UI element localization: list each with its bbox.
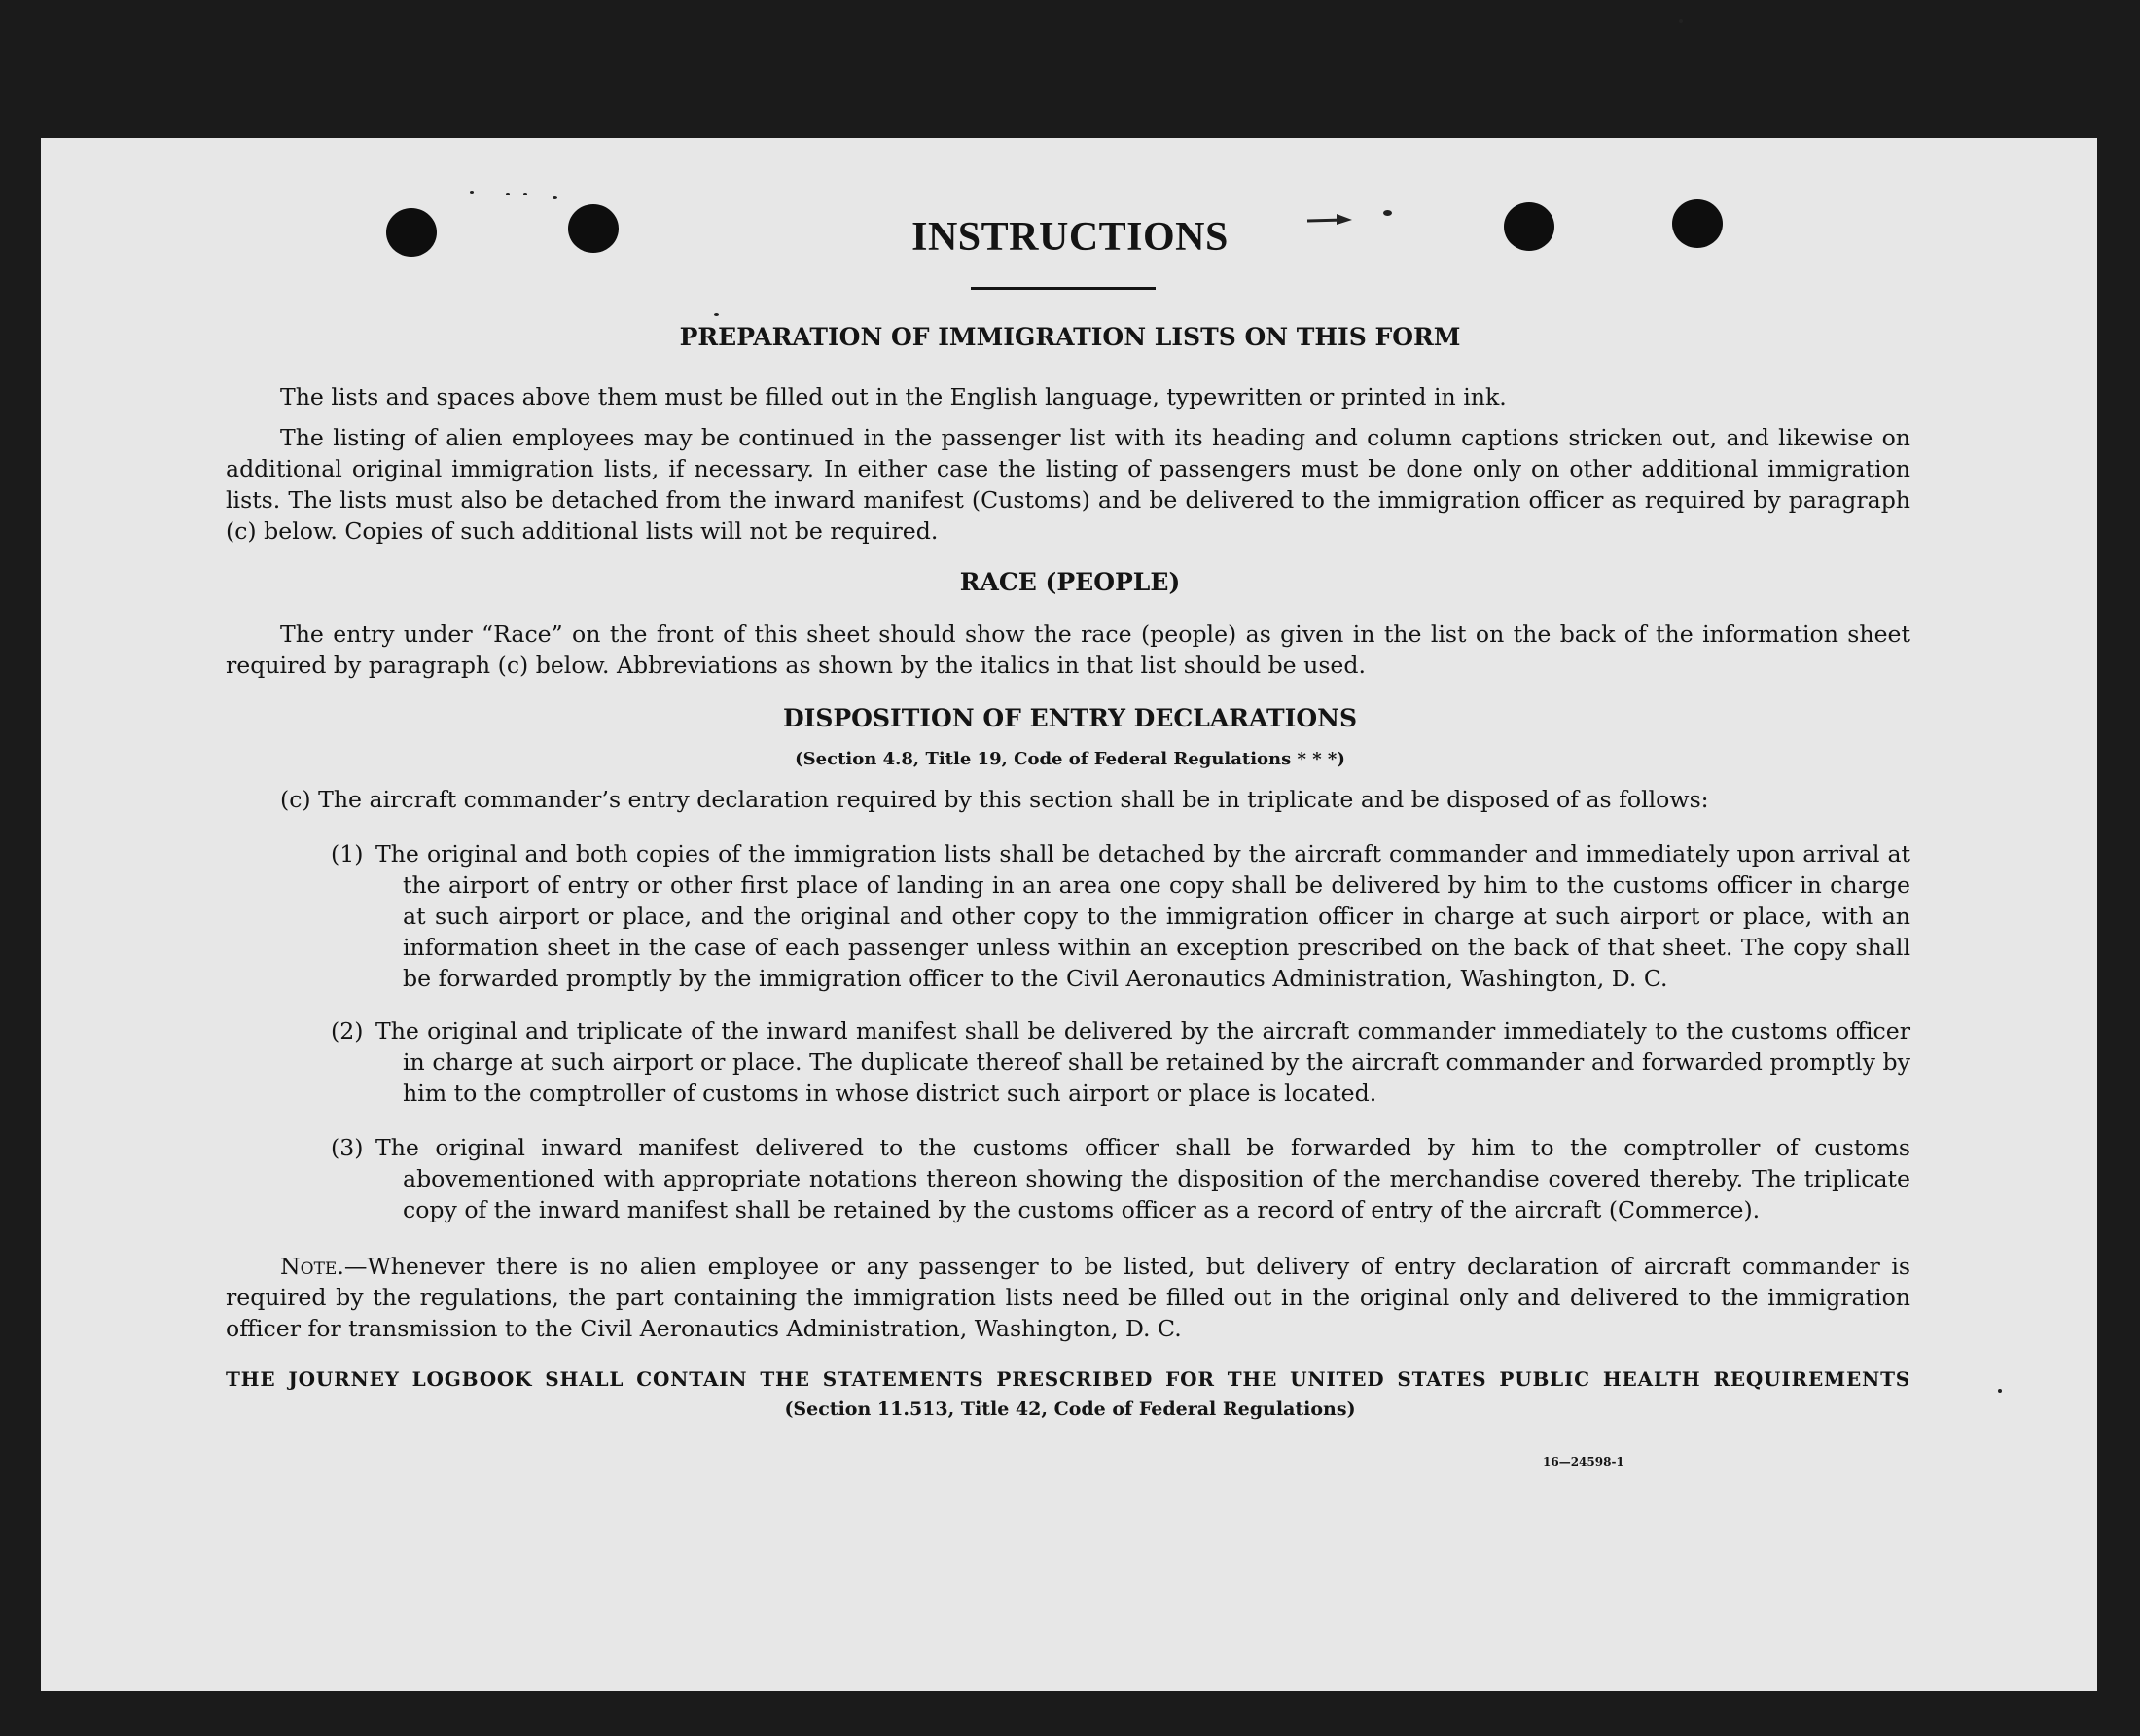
item-number: (2): [331, 1017, 364, 1045]
paragraph-preparation-1: The lists and spaces above them must be filled out in the English language, typewritten or printed in ink.: [280, 383, 1507, 410]
note-text: —Whenever there is no alien employee or any passenger to be listed, but delivery of entry declaration of aircraft commander is required by the regulations, the part containing the immigration lists need be filled out in the original only and delivered to the immigration officer for transmission to the Civil Aeronautics Administration, Washington, D. C.: [226, 1253, 1910, 1342]
ink-speck: [1679, 19, 1683, 23]
title-underline: [971, 287, 1156, 290]
ink-speck: [506, 193, 510, 195]
note-label: Note.: [280, 1253, 344, 1280]
list-item-1: The original and both copies of the immigration lists shall be detached by the aircraft commander and immediately upon arrival at the airport of entry or other first place of landing in an area one copy shall be delivered by him to the customs officer in charge at such airport or place, and the original and other copy to the immigration officer in charge at such airport or place, with an information sheet in the case of each passenger unless within an exception prescribed on the back of that sheet. The copy shall be forwarded promptly by the immigration officer to the Civil Aeronautics Administration, Washington, D. C.: [375, 840, 1910, 992]
paragraph-disposition-intro: (c) The aircraft commander’s entry declaration required by this section shall be in triplicate and be disposed of as follows:: [280, 786, 1709, 813]
logbook-citation: (Section 11.513, Title 42, Code of Federal Regulations): [784, 1399, 1356, 1420]
ink-speck: [470, 191, 474, 194]
paragraph-preparation-2: The listing of alien employees may be continued in the passenger list with its heading and column captions stricken out, and likewise on additional original immigration lists, if necessary. In either case the listing of passengers must be done only on other additional immigration lists. The lists must also be detached from the inward manifest (Customs) and be delivered to the immigration officer as required by paragraph (c) below. Copies of such additional lists will not be required.: [226, 424, 1910, 545]
paragraph-race-1: The entry under “Race” on the front of this sheet should show the race (people) as given in the list on the back of the information sheet required by paragraph (c) below. Abbreviations as shown by the italics in that list should be used.: [226, 620, 1910, 679]
section-heading-disposition: DISPOSITION OF ENTRY DECLARATIONS: [782, 704, 1358, 732]
ink-speck: [523, 193, 527, 195]
section-heading-race: RACE (PEOPLE): [959, 568, 1181, 596]
item-number: (3): [331, 1134, 364, 1161]
form-number: 16—24598-1: [1543, 1455, 1624, 1469]
list-item-2: The original and triplicate of the inward manifest shall be delivered by the aircraft commander immediately to the customs officer in charge at such airport or place. The duplicate thereof shall be retained by the aircraft commander and forwarded promptly by him to the comptroller of customs in whose district such airport or place is located.: [375, 1017, 1910, 1107]
logbook-statement: THE JOURNEY LOGBOOK SHALL CONTAIN THE STATEMENTS PRESCRIBED FOR THE UNITED STATES PUBLIC HEALTH REQUIREMENTS: [226, 1367, 1910, 1391]
ink-speck: [714, 313, 719, 316]
ink-speck: [553, 196, 557, 199]
note-paragraph: [226, 1251, 1910, 1344]
disposition-citation: (Section 4.8, Title 19, Code of Federal Regulations * * *): [795, 749, 1345, 769]
section-heading-preparation: PREPARATION OF IMMIGRATION LISTS ON THIS FORM: [679, 323, 1461, 351]
page-title: INSTRUCTIONS: [911, 215, 1229, 260]
ink-speck: [1998, 1389, 2002, 1393]
list-item-3: The original inward manifest delivered to the customs officer shall be forwarded by him to the comptroller of customs abovementioned with appropriate notations thereon showing the disposition of the merchandise covered thereby. The triplicate copy of the inward manifest shall be retained by the customs officer as a record of entry of the aircraft (Commerce).: [375, 1134, 1910, 1223]
item-number: (1): [331, 840, 364, 868]
